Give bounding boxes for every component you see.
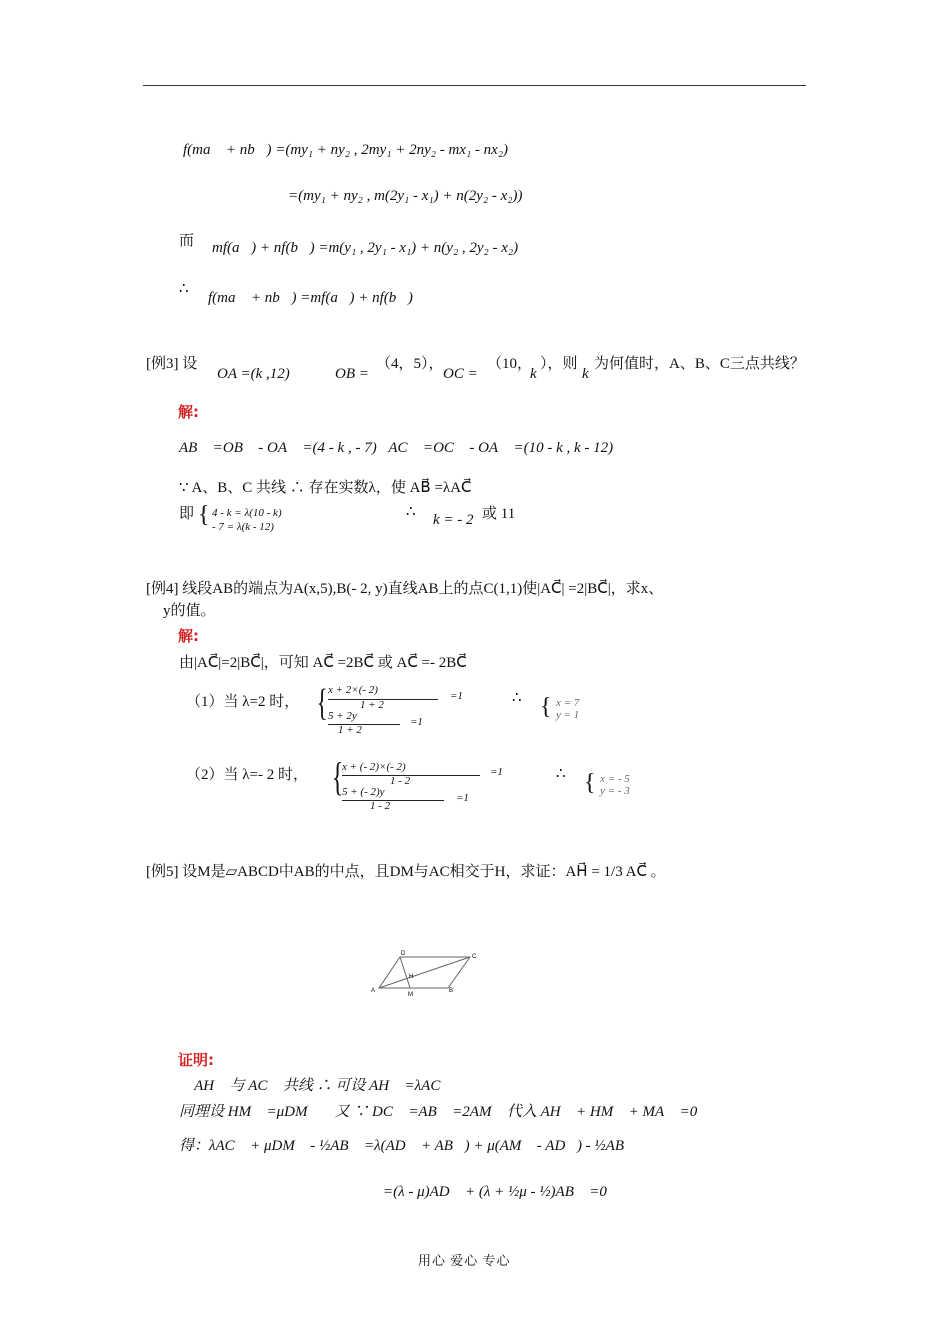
ex4-case-1-result-y: y = 1	[556, 709, 580, 721]
ex3-question: 为何值时，A、B、C三点共线？	[594, 356, 805, 372]
ex4-case-1-label: （1）当 λ=2 时，	[186, 694, 300, 710]
ex3-oa: OA =(k ,12)	[217, 366, 290, 382]
label-b: B	[449, 988, 454, 994]
ex3-oc-value: （10，	[487, 356, 533, 372]
ex5-proof-line-2: 同理设 HM⃗ =μDM⃗ ，又 ∵ DC⃗ =AB⃗ =2AM⃗ 代入 AH⃗ + HM⃗ + MA⃗ =0⃗	[179, 1104, 709, 1120]
ex3-title: [例3] 设	[146, 356, 198, 372]
ex4-title-line-2: y的值。	[163, 603, 216, 619]
ex4-case-2-eq-b-fraction-bar	[342, 800, 444, 801]
ex4-case-2-eq-a-denominator: 1 - 2	[390, 775, 411, 787]
ex4-solution-label: 解:	[178, 627, 199, 645]
ex4-case-1-result-brace: {	[540, 694, 552, 720]
ex3-step-2: ∵ A、B、C 共线 ∴ 存在实数λ，使 AB⃗ =λAC⃗	[179, 480, 472, 496]
ex3-system-eq-2: - 7 = λ(k - 12)	[212, 521, 274, 533]
segment-dm	[400, 957, 410, 988]
ex4-case-2-eq-a-numerator: x + (- 2)×(- 2)	[342, 761, 406, 773]
ex4-case-1-eq-b-denominator: 1 + 2	[338, 724, 362, 736]
ex4-step-1: 由|AC⃗|=2|BC⃗|，可知 AC⃗ =2BC⃗ 或 AC⃗ =- 2BC⃗	[179, 655, 467, 671]
label-d: D	[401, 951, 406, 957]
ex5-proof-line-3: 得：λAC⃗ + μDM⃗ - ½AB⃗ =λ(AD⃗ + AB⃗) + μ(AM⃗ - AD⃗) - ½AB⃗	[179, 1138, 636, 1154]
ex4-case-2-eq-a-fraction-bar	[342, 775, 480, 776]
ex4-case-2-eq-b-denominator: 1 - 2	[370, 800, 391, 812]
formula-line-3-prefix: 而	[179, 233, 195, 249]
ex4-case-2-result-brace: {	[584, 770, 596, 796]
ex3-solution-label: 解:	[178, 403, 199, 421]
formula-line-3: mf(a⃗) + nf(b⃗) =m(y₁ , 2y₁ - x₁) + n(y₂ , 2y₂ - x₂)	[212, 240, 519, 256]
ex3-therefore: ∴	[406, 504, 416, 520]
ex3-step-3-prefix: 即	[179, 506, 195, 522]
ex4-title: [例4] 线段AB的端点为A(x,5),B(- 2, y)直线AB上的点C(1,1)使|AC⃗| =2|BC⃗|，求x、	[146, 581, 664, 597]
ex4-case-1-eq-a-equals: =1	[450, 690, 463, 702]
ex4-case-1-therefore: ∴	[512, 690, 522, 706]
label-c: C	[472, 954, 477, 960]
ex4-case-2-eq-a-equals: =1	[490, 766, 503, 778]
formula-line-4-prefix: ∴	[179, 281, 189, 297]
ex3-answer-tail: 或 11	[482, 506, 516, 522]
page-footer: 用心 爱心 专心	[418, 1253, 511, 1268]
ex3-tail: ），则	[540, 356, 578, 372]
ex4-case-2-result-x: x = - 5	[600, 773, 630, 785]
ex5-proof-label: 证明:	[178, 1051, 214, 1069]
ex4-case-1-eq-a-numerator: x + 2×(- 2)	[328, 684, 378, 696]
ex5-title: [例5] 设M是▱ABCD中AB的中点，且DM与AC相交于H，求证：AH⃗ = 1/3 AC⃗ 。	[146, 864, 666, 880]
ex4-case-2-label: （2）当 λ=- 2 时，	[186, 767, 308, 783]
formula-line-1: f(ma⃗ + nb⃗) =(my₁ + ny₂ , 2my₁ + 2ny₂ - mx₁ - nx₂)	[183, 142, 509, 158]
ex5-proof-line-4: =(λ - μ)AD⃗ + (λ + ½μ - ½)AB⃗ =0⃗	[383, 1184, 619, 1200]
formula-line-4: f(ma⃗ + nb⃗) =mf(a⃗) + nf(b⃗)	[208, 290, 413, 306]
ex3-oc: OC =	[443, 366, 478, 382]
ex5-proof-line-1: ∵ AH⃗ 与 AC⃗ 共线 ∴ 可设 AH⃗ =λAC⃗	[179, 1078, 453, 1094]
ex4-case-2-therefore: ∴	[556, 766, 566, 782]
ex4-case-1-result-x: x = 7	[556, 697, 580, 709]
ex3-ob-value: （4，5），	[376, 356, 444, 372]
ex4-case-1-brace: {	[316, 682, 328, 724]
ex4-case-2-eq-b-numerator: 5 + (- 2)y	[342, 786, 385, 798]
ex4-case-1-eq-a-denominator: 1 + 2	[360, 699, 384, 711]
ex5-parallelogram-figure	[370, 948, 485, 998]
ex4-case-2-result-y: y = - 3	[600, 785, 630, 797]
ex4-case-1-eq-b-numerator: 5 + 2y	[328, 710, 357, 722]
label-m: M	[408, 992, 413, 998]
ex3-ob: OB =	[335, 366, 369, 382]
ex4-case-2-brace: {	[331, 754, 344, 799]
ex3-step-1: AB⃗ =OB⃗ - OA⃗ =(4 - k , - 7)，AC⃗ =OC⃗ - OA⃗ =(10 - k , k - 12)	[179, 440, 614, 456]
ex4-case-2-eq-b-equals: =1	[456, 792, 469, 804]
ex3-k1: k	[530, 366, 537, 382]
header-rule	[143, 85, 806, 86]
formula-line-2: =(my₁ + ny₂ , m(2y₁ - x₁) + n(2y₂ - x₂))	[288, 188, 523, 204]
ex3-brace: {	[198, 502, 210, 528]
label-h: H	[409, 974, 414, 980]
ex3-k2: k	[582, 366, 589, 382]
ex4-case-1-eq-b-equals: =1	[410, 716, 423, 728]
ex3-system-eq-1: 4 - k = λ(10 - k)	[212, 507, 282, 519]
label-a: A	[371, 988, 376, 994]
ex3-answer: k = - 2	[433, 512, 474, 528]
diagonal-ac	[379, 957, 470, 988]
